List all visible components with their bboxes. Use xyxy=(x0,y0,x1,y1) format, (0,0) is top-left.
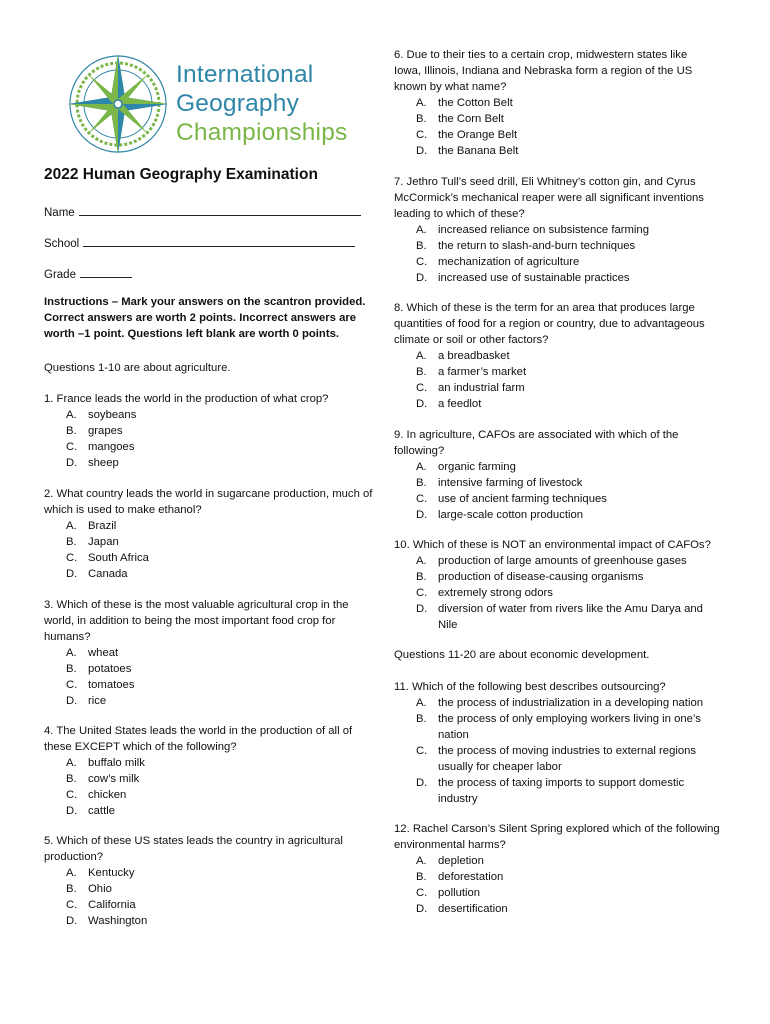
option-b: B. grapes xyxy=(66,425,123,437)
option-d: D. desertification xyxy=(416,903,508,915)
question-stem: 12. Rachel Carson’s Silent Spring explored which of the following environmental harms? xyxy=(394,823,720,851)
option-b: B. production of disease-causing organisms xyxy=(416,571,644,583)
question-stem: 10. Which of these is NOT an environmental impact of CAFOs? xyxy=(394,539,711,551)
option-d: D. diversion of water from rivers like the Amu Darya and Nile xyxy=(416,603,703,631)
option-c: C. an industrial farm xyxy=(416,382,525,394)
option-c: C. mechanization of agriculture xyxy=(416,256,580,268)
grade-line[interactable] xyxy=(80,266,132,278)
option-a: A. the Cotton Belt xyxy=(416,97,513,109)
option-c: C. tomatoes xyxy=(66,679,135,691)
question-stem: 11. Which of the following best describes outsourcing? xyxy=(394,681,666,693)
question-stem: 2. What country leads the world in sugarcane production, much of which is used to make ethanol? xyxy=(44,488,373,516)
question-2 xyxy=(44,486,376,582)
option-a: A. a breadbasket xyxy=(416,350,510,362)
school-line[interactable] xyxy=(83,235,355,247)
option-a: A. increased reliance on subsistence farming xyxy=(416,224,649,236)
option-b: B. cow’s milk xyxy=(66,773,140,785)
logo-line-geography: Geography xyxy=(176,90,300,117)
name-label: Name xyxy=(44,207,75,219)
option-c: C. the Orange Belt xyxy=(416,129,518,141)
option-c: C. use of ancient farming techniques xyxy=(416,493,607,505)
question-6 xyxy=(394,47,712,159)
option-c: C. chicken xyxy=(66,789,127,801)
option-c: C. California xyxy=(66,899,136,911)
option-a: A. the process of industrialization in a developing nation xyxy=(416,697,704,709)
logo xyxy=(62,52,362,157)
option-d: D. sheep xyxy=(66,457,119,469)
option-d: D. the process of taxing imports to support domestic industry xyxy=(416,777,685,805)
question-1 xyxy=(44,391,374,471)
instructions: Instructions – Mark your answers on the scantron provided. Correct answers are worth 2 points. Incorrect answers are worth –1 point. Questions left blank are worth 0 points. xyxy=(44,296,366,340)
question-stem: 7. Jethro Tull’s seed drill, Eli Whitney’s cotton gin, and Cyrus McCormick’s mechanical reaper were all significant inventions leading to which of these? xyxy=(394,176,704,220)
option-d: D. a feedlot xyxy=(416,398,482,410)
question-stem: 3. Which of these is the most valuable agricultural crop in the world, in addition to being the most important food crop for humans? xyxy=(44,599,349,643)
school-field xyxy=(44,235,355,250)
exam-title: 2022 Human Geography Examination xyxy=(44,166,318,183)
question-stem: 5. Which of these US states leads the country in agricultural production? xyxy=(44,835,343,863)
question-4 xyxy=(44,723,369,819)
option-d: D. Washington xyxy=(66,915,148,927)
option-d: D. the Banana Belt xyxy=(416,145,519,157)
option-d: D. large-scale cotton production xyxy=(416,509,584,521)
question-7 xyxy=(394,174,724,286)
name-field xyxy=(44,204,361,219)
question-stem: 9. In agriculture, CAFOs are associated with which of the following? xyxy=(394,429,679,457)
option-a: A. soybeans xyxy=(66,409,137,421)
question-9 xyxy=(394,427,694,523)
section-note-economic-development: Questions 11-20 are about economic development. xyxy=(394,649,650,661)
option-a: A. Brazil xyxy=(66,520,117,532)
option-b: B. intensive farming of livestock xyxy=(416,477,583,489)
option-a: A. wheat xyxy=(66,647,119,659)
option-d: D. increased use of sustainable practices xyxy=(416,272,630,284)
option-b: B. Ohio xyxy=(66,883,112,895)
question-3 xyxy=(44,597,366,709)
option-c: C. pollution xyxy=(416,887,481,899)
question-stem: 6. Due to their ties to a certain crop, midwestern states like Iowa, Illinois, Indiana and Nebraska form a region of the US known by what name? xyxy=(394,49,693,93)
option-b: B. the return to slash-and-burn techniques xyxy=(416,240,636,252)
question-8 xyxy=(394,300,724,412)
logo-line-championships: Championships xyxy=(176,119,348,146)
option-a: A. depletion xyxy=(416,855,484,867)
name-line[interactable] xyxy=(79,204,361,216)
option-b: B. potatoes xyxy=(66,663,132,675)
option-b: B. a farmer’s market xyxy=(416,366,527,378)
grade-field xyxy=(44,266,132,281)
option-a: A. organic farming xyxy=(416,461,516,473)
compass-rose-icon xyxy=(62,52,174,157)
option-d: D. rice xyxy=(66,695,107,707)
option-c: C. mangoes xyxy=(66,441,135,453)
question-stem: 1. France leads the world in the production of what crop? xyxy=(44,393,329,405)
school-label: School xyxy=(44,238,80,250)
option-a: A. production of large amounts of greenhouse gases xyxy=(416,555,687,567)
question-stem: 8. Which of these is the term for an area that produces large quantities of food for a region or country, due to advantageous climate or soil or other factors? xyxy=(394,302,705,346)
question-11 xyxy=(394,679,724,807)
question-10 xyxy=(394,537,724,633)
option-b: B. deforestation xyxy=(416,871,504,883)
option-b: B. the process of only employing workers living in one’s nation xyxy=(416,713,701,741)
option-a: A. buffalo milk xyxy=(66,757,145,769)
option-c: C. extremely strong odors xyxy=(416,587,553,599)
option-d: D. Canada xyxy=(66,568,128,580)
option-b: B. Japan xyxy=(66,536,119,548)
section-note-agriculture: Questions 1-10 are about agriculture. xyxy=(44,362,231,374)
question-12 xyxy=(394,821,734,917)
option-d: D. cattle xyxy=(66,805,116,817)
option-a: A. Kentucky xyxy=(66,867,135,879)
grade-label: Grade xyxy=(44,269,76,281)
logo-line-international: International xyxy=(176,61,314,88)
question-stem: 4. The United States leads the world in the production of all of these EXCEPT which of the following? xyxy=(44,725,353,753)
question-5 xyxy=(44,833,362,929)
option-c: C. South Africa xyxy=(66,552,149,564)
option-b: B. the Corn Belt xyxy=(416,113,504,125)
option-c: C. the process of moving industries to external regions usually for cheaper labor xyxy=(416,745,697,773)
